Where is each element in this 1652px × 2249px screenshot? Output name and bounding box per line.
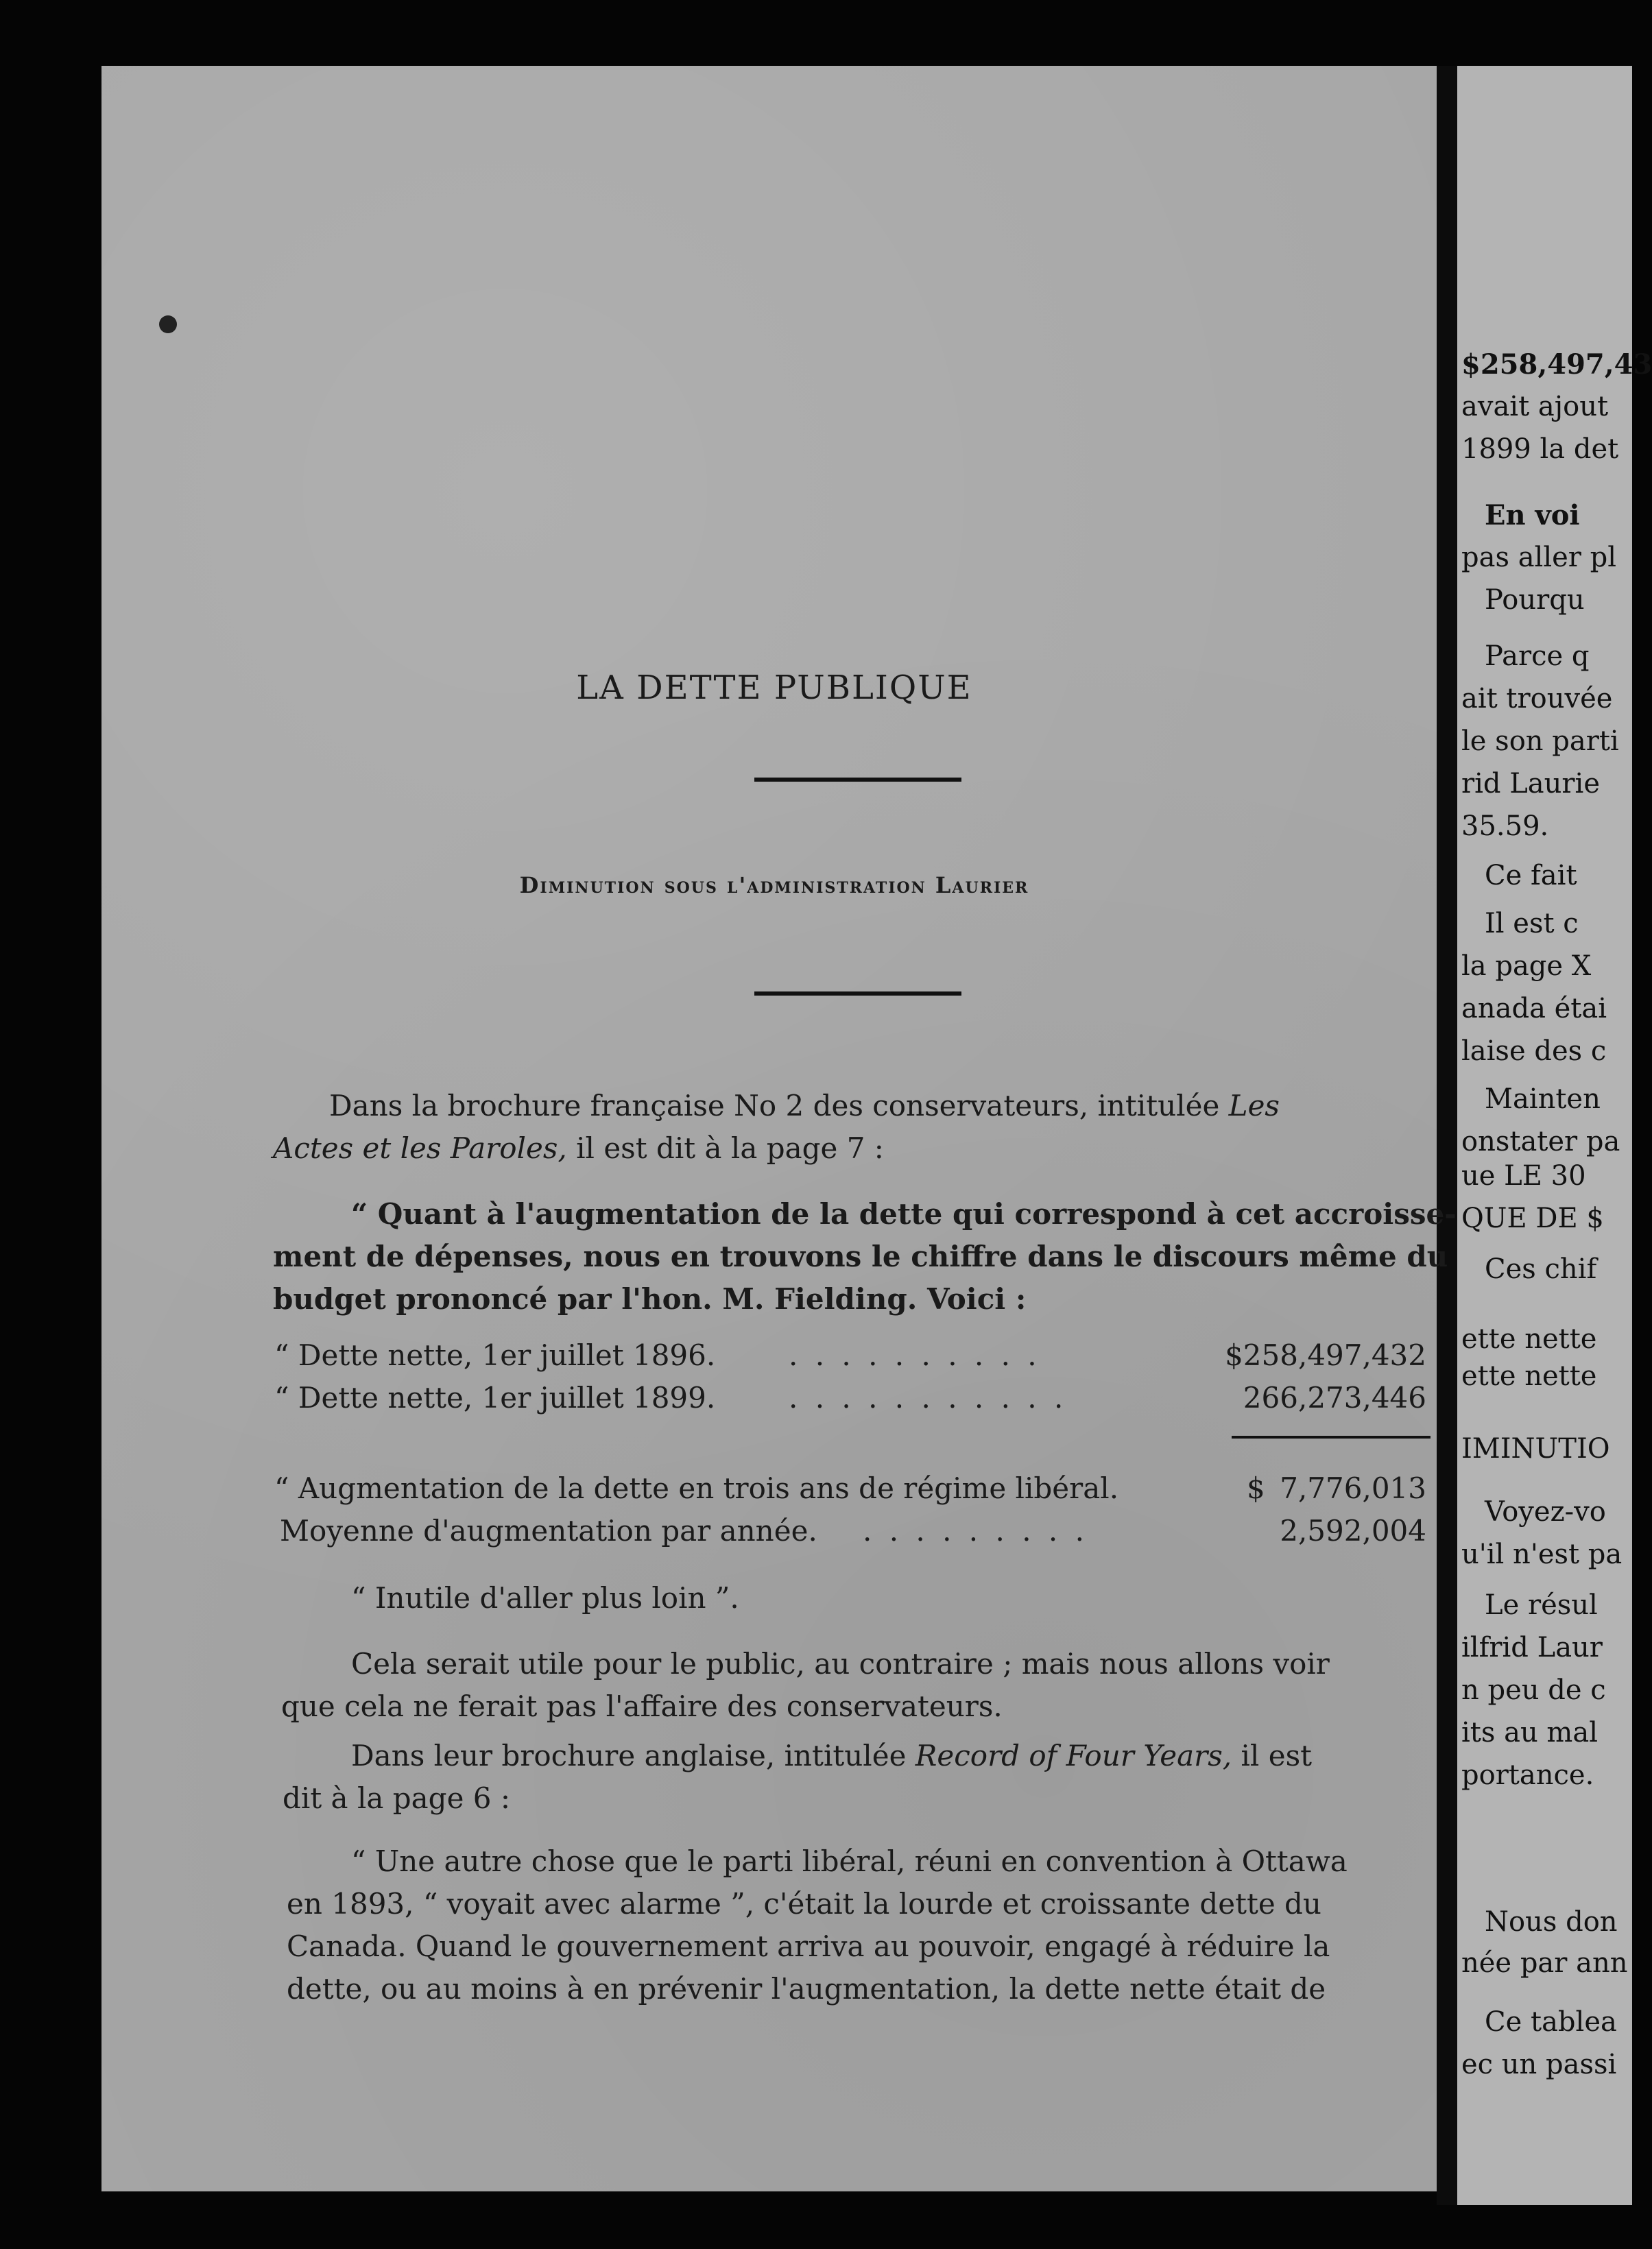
row-label: “ Dette nette, 1er juillet 1896. (274, 1338, 716, 1372)
right-line: Parce q (1485, 640, 1590, 672)
right-line: Nous don (1485, 1906, 1618, 1938)
right-line: ec un passi (1461, 2049, 1617, 2080)
row-value: 7,776,013 (1280, 1471, 1426, 1505)
quote-line: budget prononcé par l'hon. M. Fielding. Voici : (273, 1282, 1027, 1316)
right-line: ette nette (1461, 1360, 1597, 1392)
leader-dots: . . . . . . . . . (863, 1514, 1088, 1548)
right-line: $258,497,43 (1461, 348, 1652, 381)
paragraph-line: Dans la brochure française No 2 des conservateurs, intitulée Les (329, 1089, 1280, 1122)
right-line: ait trouvée (1461, 683, 1613, 714)
table-row (274, 1381, 1426, 1422)
right-line: Mainten (1485, 1083, 1601, 1115)
ink-spot (159, 315, 177, 333)
subtitle-rule (754, 991, 961, 996)
paragraph-line: Actes et les Paroles, il est dit à la page 7 : (273, 1131, 884, 1165)
right-line: le son parti (1461, 725, 1619, 757)
sum-rule (1232, 1436, 1430, 1439)
right-line: ilfrid Laur (1461, 1632, 1603, 1663)
right-line: Voyez-vo (1485, 1496, 1606, 1528)
right-line: Ce tablea (1485, 2006, 1617, 2038)
table-row (274, 1338, 1426, 1380)
right-line: onstater pa (1461, 1126, 1620, 1157)
paragraph-line: Dans leur brochure anglaise, intitulée Record of Four Years, il est (351, 1739, 1312, 1772)
page-title: LA DETTE PUBLIQUE (576, 669, 972, 707)
quote-line: dette, ou au moins à en prévenir l'augmentation, la dette nette était de (287, 1972, 1326, 2006)
right-line: 35.59. (1461, 810, 1549, 842)
page-fold-shadow (1437, 66, 1457, 2205)
right-line: ette nette (1461, 1323, 1597, 1355)
right-line: anada étai (1461, 993, 1607, 1024)
right-line: Le résul (1485, 1589, 1598, 1621)
row-value: 2,592,004 (1280, 1514, 1426, 1548)
right-line: its au mal (1461, 1717, 1599, 1748)
row-currency: $ (1247, 1471, 1265, 1505)
right-line: laise des c (1461, 1035, 1607, 1067)
right-line: avait ajout (1461, 391, 1609, 422)
right-line: née par ann (1461, 1947, 1628, 1979)
right-line: pas aller pl (1461, 542, 1617, 573)
right-line: En voi (1485, 499, 1580, 531)
right-line: portance. (1461, 1759, 1594, 1791)
right-line: u'il n'est pa (1461, 1539, 1623, 1570)
row-value: 266,273,446 (1243, 1381, 1426, 1415)
right-line: n peu de c (1461, 1674, 1606, 1706)
leader-dots: . . . . . . . . . . . (789, 1381, 1068, 1415)
quote-line: ment de dépenses, nous en trouvons le chiffre dans le discours même du (273, 1240, 1448, 1273)
row-value: $258,497,432 (1225, 1338, 1426, 1372)
row-label: “ Dette nette, 1er juillet 1899. (274, 1381, 716, 1415)
right-line: Pourqu (1485, 584, 1585, 616)
quote-line: “ Quant à l'augmentation de la dette qui correspond à cet accroisse- (351, 1197, 1457, 1231)
section-subtitle: Diminution sous l'administration Laurier (519, 872, 1029, 898)
right-line: 1899 la det (1461, 433, 1619, 465)
paragraph-line: Cela serait utile pour le public, au contraire ; mais nous allons voir (351, 1647, 1330, 1681)
adjacent-page (1457, 66, 1652, 2205)
table-row (274, 1471, 1426, 1513)
right-line: ue LE 30 (1461, 1160, 1586, 1192)
quote-line: “ Une autre chose que le parti libéral, réuni en convention à Ottawa (351, 1844, 1348, 1878)
row-label: “ Augmentation de la dette en trois ans de régime libéral. (274, 1471, 1119, 1505)
table-row (280, 1514, 1426, 1555)
right-line: IMINUTIO (1461, 1433, 1610, 1465)
quote-line: Canada. Quand le gouvernement arriva au pouvoir, engagé à réduire la (287, 1929, 1330, 1963)
paragraph-line: dit à la page 6 : (283, 1781, 511, 1815)
paragraph-line: que cela ne ferait pas l'affaire des conservateurs. (281, 1689, 1003, 1723)
leader-dots: . . . . . . . . . . (789, 1338, 1041, 1372)
right-line: QUE DE $ (1461, 1203, 1604, 1234)
title-rule (754, 778, 961, 782)
right-line: la page X (1461, 950, 1592, 982)
row-label: Moyenne d'augmentation par année. (280, 1514, 817, 1548)
quote-line: en 1893, “ voyait avec alarme ”, c'était la lourde et croissante dette du (287, 1887, 1321, 1921)
quote-line: “ Inutile d'aller plus loin ”. (351, 1581, 739, 1615)
right-line: rid Laurie (1461, 768, 1600, 799)
right-line: Il est c (1485, 908, 1579, 939)
right-line: Ce fait (1485, 860, 1577, 891)
right-line: Ces chif (1485, 1253, 1597, 1285)
